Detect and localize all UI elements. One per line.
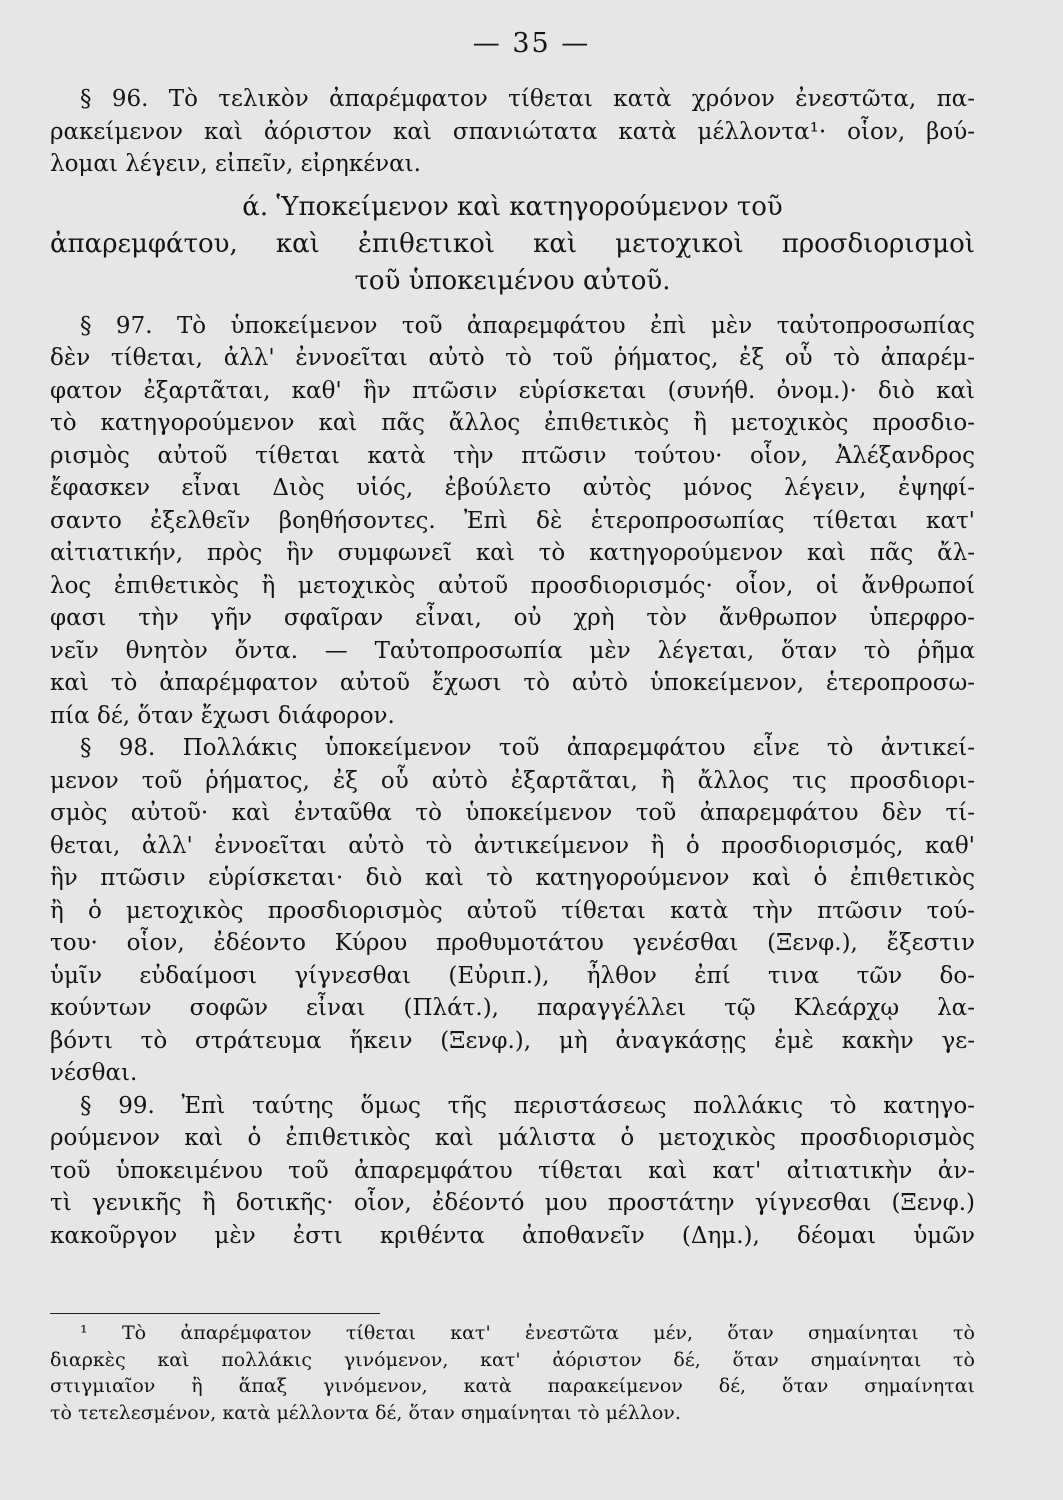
heading-line: ά. Ὑποκείμενον καὶ κατηγορούμενον τοῦ	[242, 191, 783, 222]
heading-line: τοῦ ὑποκειμένου αὐτοῦ.	[354, 265, 671, 296]
paragraph-97-line: δὲν τίθεται, ἀλλ' ἐννοεῖται αὐτὸ τὸ τοῦ ῥήματος, ἐξ οὗ τὸ ἀπαρέμ-	[50, 345, 975, 371]
paragraph-97-line: τὸ κατηγορούμενον καὶ πᾶς ἄλλος ἐπιθετικὸς ἢ μετοχικὸς προσδιο-	[50, 410, 975, 436]
footnote	[50, 1320, 975, 1426]
paragraph-97-line: αἰτιατικήν, πρὸς ἣν συμφωνεῖ καὶ τὸ κατηγορούμενον καὶ πᾶς ἄλ-	[50, 540, 975, 566]
heading-line: ἀπαρεμφάτου, καὶ ἐπιθετικοὶ καὶ μετοχικοὶ προσδιορισμοὶ	[50, 228, 975, 259]
paragraph-99-line: ρούμενον καὶ ὁ ἐπιθετικὸς καὶ μάλιστα ὁ μετοχικὸς προσδιορισμὸς	[50, 1125, 975, 1151]
paragraph-98-line: ἢ ὁ μετοχικὸς προσδιορισμὸς αὐτοῦ τίθεται κατὰ τὴν πτῶσιν τού-	[50, 897, 975, 924]
paragraph-98-line: νέσθαι.	[50, 1060, 138, 1086]
paragraph-98-line: μενον τοῦ ῥήματος, ἐξ οὗ αὐτὸ ἐξαρτᾶται, ἢ ἄλλος τις προσδιορι-	[50, 767, 975, 794]
paragraph-97-line: ρισμὸς αὐτοῦ τίθεται κατὰ τὴν πτῶσιν τούτου· οἷον, Ἀλέξανδρος	[50, 442, 975, 469]
paragraph-98-line: θεται, ἀλλ' ἐννοεῖται αὐτὸ τὸ ἀντικείμενον ἢ ὁ προσδιορισμός, καθ'	[50, 832, 975, 859]
paragraph-97-line: νεῖν θνητὸν ὄντα. — Ταὐτοπροσωπία μὲν λέγεται, ὅταν τὸ ῥῆμα	[50, 637, 975, 664]
section-heading	[50, 189, 975, 300]
paragraph-98-line: ἣν πτῶσιν εὑρίσκεται· διὸ καὶ τὸ κατηγορούμενον καὶ ὁ ἐπιθετικὸς	[50, 865, 975, 891]
main-text	[50, 83, 975, 1252]
paragraph-97-line: λος ἐπιθετικὸς ἢ μετοχικὸς αὐτοῦ προσδιορισμός· οἷον, οἱ ἄνθρωποί	[50, 572, 975, 599]
paragraph-98-line: ὑμῖν εὐδαίμοσι γίγνεσθαι (Εὐριπ.), ἦλθον ἐπί τινα τῶν δο-	[50, 962, 975, 989]
footnote-line: στιγμιαῖον ἢ ἅπαξ γινόμενον, κατὰ παρακείμενον δέ, ὅταν σημαίνηται	[50, 1375, 975, 1397]
paragraph-97-line: σαντο ἐξελθεῖν βοηθήσοντες. Ἐπὶ δὲ ἑτεροπροσωπίας τίθεται κατ'	[50, 507, 975, 534]
paragraph-98-line: κούντων σοφῶν εἶναι (Πλάτ.), παραγγέλλει τῷ Κλεάρχῳ λα-	[50, 995, 975, 1021]
paragraph-97-line: πία δέ, ὅταν ἔχωσι διάφορον.	[50, 702, 395, 729]
paragraph-98-line: § 98. Πολλάκις ὑποκείμενον τοῦ ἀπαρεμφάτου εἶνε τὸ ἀντικεί-	[80, 735, 975, 761]
footnote-line: τὸ τετελεσμένον, κατὰ μέλλοντα δέ, ὅταν σημαίνηται τὸ μέλλον.	[50, 1401, 681, 1424]
paragraph-97-line: φασι τὴν γῆν σφαῖραν εἶναι, οὐ χρὴ τὸν ἄνθρωπον ὑπερφρο-	[50, 605, 975, 631]
paragraph-99-line: § 99. Ἐπὶ ταύτης ὅμως τῆς περιστάσεως πολλάκις τὸ κατηγο-	[80, 1092, 975, 1119]
paragraph-99-line: τὶ γενικῆς ἢ δοτικῆς· οἷον, ἐδέοντό μου προστάτην γίγνεσθαι (Ξενφ.)	[50, 1190, 975, 1216]
paragraph-97-line: φατον ἐξαρτᾶται, καθ' ἣν πτῶσιν εὑρίσκεται (συνήθ. ὀνομ.)· διὸ καὶ	[50, 377, 975, 404]
paragraph-96-line: § 96. Τὸ τελικὸν ἀπαρέμφατον τίθεται κατὰ χρόνον ἐνεστῶτα, πα-	[80, 86, 975, 112]
paragraph-96-line: ρακείμενον καὶ ἀόριστον καὶ σπανιώτατα κατὰ μέλλοντα¹· οἷον, βού-	[50, 118, 975, 145]
paragraph-97-line: καὶ τὸ ἀπαρέμφατον αὐτοῦ ἔχωσι τὸ αὐτὸ ὑποκείμενον, ἑτεροπροσω-	[50, 670, 975, 696]
paragraph-98-line: βόντι τὸ στράτευμα ἥκειν (Ξενφ.), μὴ ἀναγκάσῃς ἐμὲ κακὴν γε-	[50, 1027, 975, 1054]
paragraph-97-line: § 97. Τὸ ὑποκείμενον τοῦ ἀπαρεμφάτου ἐπὶ μὲν ταὐτοπροσωπίας	[80, 312, 975, 339]
paragraph-99-line: κακοῦργον μὲν ἐστι κριθέντα ἀποθανεῖν (Δημ.), δέομαι ὑμῶν	[50, 1222, 975, 1249]
footnote-line: διαρκὲς καὶ πολλάκις γινόμενον, κατ' ἀόριστον δέ, ὅταν σημαίνηται τὸ	[50, 1348, 975, 1371]
paragraph-98-line: σμὸς αὐτοῦ· καὶ ἐνταῦθα τὸ ὑποκείμενον τοῦ ἀπαρεμφάτου δὲν τί-	[50, 800, 975, 826]
footnote-divider	[50, 1313, 380, 1314]
paragraph-96-line: λομαι λέγειν, εἰπεῖν, εἰρηκέναι.	[50, 151, 421, 177]
paragraph-99-line: τοῦ ὑποκειμένου τοῦ ἀπαρεμφάτου τίθεται καὶ κατ' αἰτιατικὴν ἀν-	[50, 1157, 975, 1184]
paragraph-97-line: ἔφασκεν εἶναι Διὸς υἱός, ἐβούλετο αὐτὸς μόνος λέγειν, ἐψηφί-	[50, 475, 975, 501]
page-number: — 35 —	[472, 28, 591, 59]
paragraph-98-line: του· οἷον, ἐδέοντο Κύρου προθυμοτάτου γενέσθαι (Ξενφ.), ἔξεστιν	[50, 930, 975, 956]
footnote-line: ¹ Τὸ ἀπαρέμφατον τίθεται κατ' ἐνεστῶτα μέν, ὅταν σημαίνηται τὸ	[80, 1322, 975, 1344]
